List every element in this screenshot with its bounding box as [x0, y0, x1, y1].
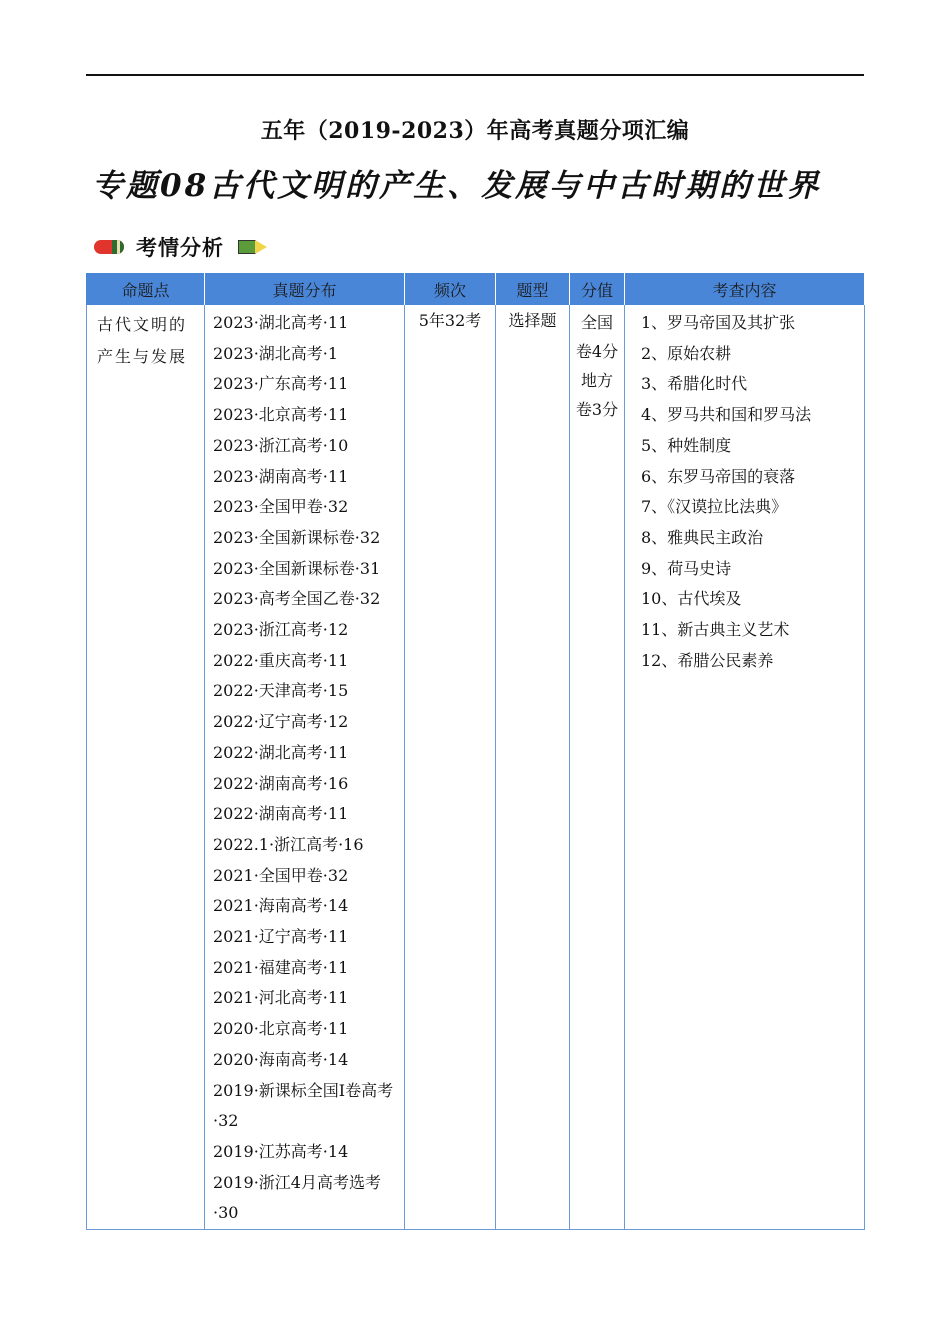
- document-subtitle: 五年（2019-2023）年高考真题分项汇编: [260, 118, 690, 144]
- header-topic: 命题点: [87, 273, 205, 305]
- source-item: 2022·湖北高考·11: [213, 742, 349, 762]
- source-item: 2022.1·浙江高考·16: [213, 834, 364, 854]
- source-item: 2022·天津高考·15: [213, 681, 349, 701]
- sources-cell: [205, 305, 405, 1230]
- score-cell: 全国卷4分地方卷3分: [570, 305, 625, 1230]
- table-row: [87, 305, 865, 1230]
- source-item: 2023·北京高考·11: [213, 405, 349, 425]
- content-item: 10、古代埃及: [641, 589, 742, 609]
- source-item: 2022·辽宁高考·12: [213, 712, 349, 732]
- content-item: 8、雅典民主政治: [641, 527, 764, 547]
- top-rule: [86, 74, 864, 76]
- header-sources: 真题分布: [205, 273, 405, 305]
- document-title: 专题08古代文明的产生、发展与中古时期的世界: [92, 168, 822, 204]
- content-item: 11、新古典主义艺术: [641, 620, 790, 640]
- source-item: 2019·江苏高考·14: [213, 1141, 349, 1161]
- source-item: 2020·北京高考·11: [213, 1019, 349, 1039]
- header-score: 分值: [570, 273, 625, 305]
- source-item: 2023·湖北高考·11: [213, 313, 349, 332]
- source-item: 2021·海南高考·14: [213, 896, 349, 916]
- source-item: 2022·湖南高考·11: [213, 804, 349, 824]
- source-item: 2021·河北高考·11: [213, 988, 349, 1008]
- header-content: 考查内容: [625, 273, 865, 305]
- content-item: 1、罗马帝国及其扩张: [641, 313, 796, 332]
- source-item: 2023·全国新课标卷·32: [213, 527, 381, 547]
- source-item: 2021·全国甲卷·32: [213, 865, 349, 885]
- topic-cell: 古代文明的产生与发展: [87, 305, 205, 1230]
- content-item: 5、种姓制度: [641, 435, 732, 455]
- source-item: 2023·全国新课标卷·31: [213, 558, 381, 578]
- exam-analysis-table: [86, 273, 865, 1230]
- content-item: 6、东罗马帝国的衰落: [641, 466, 796, 486]
- source-item: 2022·重庆高考·11: [213, 650, 349, 670]
- content-cell: [625, 305, 865, 1230]
- source-item: 2020·海南高考·14: [213, 1049, 349, 1069]
- table-header-row: [87, 273, 865, 305]
- content-item: 7、《汉谟拉比法典》: [641, 497, 788, 517]
- pencil-icon: [238, 240, 268, 254]
- source-item: 2023·浙江高考·12: [213, 620, 349, 640]
- source-item: 2019·新课标全国Ⅰ卷高考·32: [213, 1080, 394, 1131]
- source-item: 2023·全国甲卷·32: [213, 497, 349, 517]
- frequency-cell: 5年32考: [405, 305, 496, 1230]
- source-item: 2023·湖北高考·1: [213, 343, 339, 363]
- content-item: 12、希腊公民素养: [641, 650, 774, 670]
- pill-icon: [94, 240, 124, 254]
- source-item: 2022·湖南高考·16: [213, 773, 349, 793]
- type-cell: 选择题: [496, 305, 570, 1230]
- source-item: 2023·广东高考·11: [213, 374, 349, 394]
- section-label: 考情分析: [136, 236, 224, 260]
- content-item: 9、荷马史诗: [641, 558, 732, 578]
- section-header: [94, 232, 268, 262]
- source-item: 2021·福建高考·11: [213, 957, 349, 977]
- content-item: 4、罗马共和国和罗马法: [641, 405, 812, 425]
- header-frequency: 频次: [405, 273, 496, 305]
- source-item: 2023·湖南高考·11: [213, 466, 349, 486]
- source-item: 2023·浙江高考·10: [213, 435, 349, 455]
- content-item: 3、希腊化时代: [641, 374, 748, 394]
- content-item: 2、原始农耕: [641, 343, 732, 363]
- source-item: 2023·高考全国乙卷·32: [213, 589, 381, 609]
- source-item: 2021·辽宁高考·11: [213, 927, 349, 947]
- header-type: 题型: [496, 273, 570, 305]
- source-item: 2019·浙江4月高考选考·30: [213, 1172, 381, 1223]
